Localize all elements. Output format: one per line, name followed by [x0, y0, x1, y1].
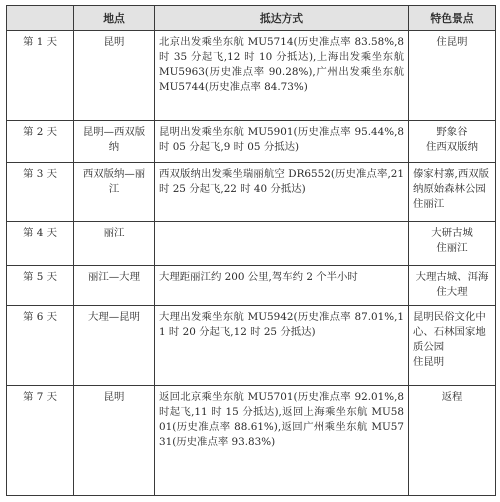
place-cell: 丽江 [74, 222, 155, 266]
sight-line: 大研古城 [431, 227, 473, 239]
sight-line: 昆明民俗文化中心、石林国家地质公园 [413, 311, 486, 353]
table-row [7, 121, 496, 163]
day-cell: 第 2 天 [7, 121, 74, 163]
sight-line: 住丽江 [436, 242, 468, 254]
table-row [7, 222, 496, 266]
transport-cell: 昆明出发乘坐东航 MU5901(历史准点率 95.44%,8 时 05 分起飞,9 时 05 分抵达) [155, 121, 409, 163]
place-cell: 大理—昆明 [74, 306, 155, 386]
itinerary-table [6, 5, 496, 496]
table-row [7, 306, 496, 386]
place-cell: 丽江—大理 [74, 266, 155, 306]
place-cell: 西双版纳—丽江 [74, 163, 155, 222]
transport-cell: 大理距丽江约 200 公里,驾车约 2 个半小时 [155, 266, 409, 306]
header-sights: 特色景点 [409, 6, 496, 31]
place-cell: 昆明—西双版纳 [74, 121, 155, 163]
table-row [7, 386, 496, 496]
sights-cell [409, 31, 496, 121]
header-day [7, 6, 74, 31]
header-row [7, 6, 496, 31]
transport-cell: 大理出发乘坐东航 MU5942(历史准点率 87.01%,11 时 20 分起飞,12 时 25 分抵达) [155, 306, 409, 386]
place-cell: 昆明 [74, 386, 155, 496]
sight-line: 住昆明 [413, 356, 445, 368]
sight-line: 返程 [441, 391, 463, 403]
sights-cell [409, 163, 496, 222]
transport-cell: 返回北京乘坐东航 MU5701(历史准点率 92.01%,8 时起飞,11 时 15 分抵达),返回上海乘坐东航 MU5801(历史准点率 88.61%),返回广州乘坐东航 MU5731(历史准点率 93.83%) [155, 386, 409, 496]
sight-line: 住大理 [436, 286, 468, 298]
sight-line: 傣家村寨,西双版纳原始森林公园 [413, 168, 490, 195]
day-cell: 第 5 天 [7, 266, 74, 306]
sight-line: 住昆明 [436, 36, 468, 48]
transport-cell [155, 222, 409, 266]
table-row [7, 266, 496, 306]
transport-cell: 西双版纳出发乘坐瑞丽航空 DR6552(历史准点率,21 时 25 分起飞,22 时 40 分抵达) [155, 163, 409, 222]
sights-cell [409, 306, 496, 386]
day-cell: 第 1 天 [7, 31, 74, 121]
sight-line: 大理古城、洱海 [415, 271, 489, 283]
day-cell: 第 4 天 [7, 222, 74, 266]
table-row [7, 31, 496, 121]
day-cell: 第 7 天 [7, 386, 74, 496]
sights-cell [409, 222, 496, 266]
table-row [7, 163, 496, 222]
day-cell: 第 3 天 [7, 163, 74, 222]
transport-cell: 北京出发乘坐东航 MU5714(历史准点率 83.58%,8 时 35 分起飞,12 时 10 分抵达),上海出发乘坐东航 MU5963(历史准点率 90.28%),广州出发乘坐东航 MU5744(历史准点率 84.73%) [155, 31, 409, 121]
sight-line: 野象谷 [436, 126, 468, 138]
sights-cell [409, 266, 496, 306]
sight-line: 住西双版纳 [426, 141, 478, 153]
header-place: 地点 [74, 6, 155, 31]
place-cell: 昆明 [74, 31, 155, 121]
sights-cell [409, 386, 496, 496]
day-cell: 第 6 天 [7, 306, 74, 386]
sight-line: 住丽江 [413, 198, 445, 210]
sights-cell [409, 121, 496, 163]
header-transport: 抵达方式 [155, 6, 409, 31]
